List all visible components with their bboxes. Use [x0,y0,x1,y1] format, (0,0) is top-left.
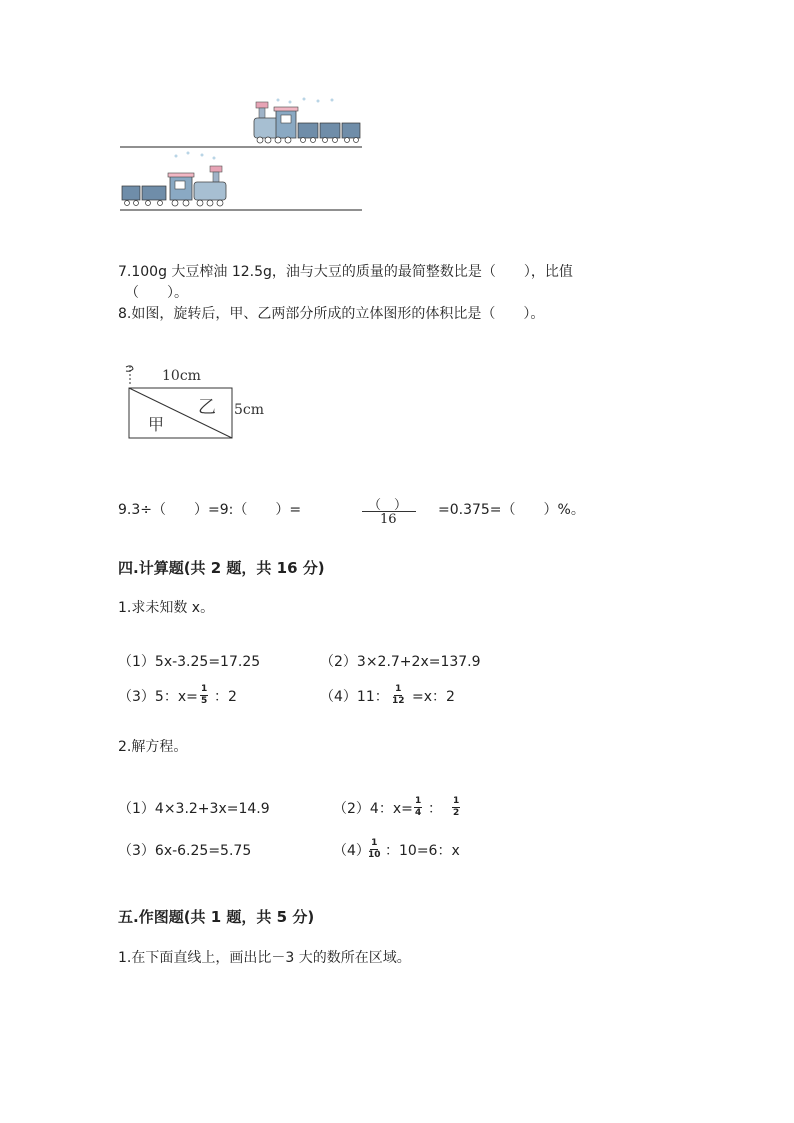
s4-q2-item2-fraction-a [414,796,422,819]
q7-line1: 7.100g 大豆榨油 12.5g，油与大豆的质量的最简整数比是（ ），比值 [118,264,573,280]
rotation-figure [118,360,288,450]
s4-q1-item4-post: =x：2 [412,689,455,705]
s4-q1-item4-pre: （4）11： [320,689,389,705]
fraction-numerator: 1 [395,684,402,694]
s4-q2-title: 2.解方程。 [118,739,188,755]
s5-q1: 1.在下面直线上，画出比－3 大的数所在区域。 [118,950,411,966]
s4-q1-item3-pre: （3）5：x= [118,689,198,705]
rectangle-diagram [128,387,234,439]
q9-fraction [362,494,416,528]
fraction-denominator: 10 [368,850,381,860]
fraction-numerator: 1 [415,796,422,806]
s4-q1-item1: （1）5x-3.25=17.25 [118,654,261,670]
fraction-denominator: 4 [415,808,422,818]
s4-q2-item1: （1）4×3.2+3x=14.9 [118,801,270,817]
q8-text: 8.如图，旋转后，甲、乙两部分所成的立体图形的体积比是（ ）。 [118,306,545,322]
width-label: 10cm [162,368,201,384]
rotation-arrow-icon [122,362,138,386]
s4-q2-item3: （3）6x-6.25=5.75 [118,843,252,859]
q7-line2: （ ）。 [125,285,188,301]
s4-q1-item3-fraction [200,684,208,707]
region-jia-label: 甲 [148,415,165,434]
q9-part2: =0.375=（ ）%。 [438,502,585,518]
s4-q2-item4-fraction [368,838,381,861]
fraction-numerator: 1 [201,684,208,694]
s4-q2-item2-fraction-b [452,796,460,819]
s4-q1-item3-post: ：2 [214,689,237,705]
fraction-denominator: 5 [201,696,208,706]
train-illustration-bottom [118,150,364,214]
s4-q1-item2: （2）3×2.7+2x=137.9 [320,654,481,670]
s4-q2-item4-pre: （4） [333,843,370,859]
fraction-numerator: 1 [371,838,378,848]
fraction-numerator: 1 [453,796,460,806]
region-yi-label: 乙 [198,397,216,418]
section4-title: 四.计算题(共 2 题，共 16 分) [118,559,325,577]
fraction-denominator: 2 [453,808,460,818]
q9-part1: 9.3÷（ ）=9:（ ）= [118,502,302,518]
s4-q2-item2-pre: （2）4：x= [333,801,413,817]
s4-q2-item2-mid: ： [428,801,442,817]
q9-fraction-numerator: （ ） [368,498,408,513]
q9-fraction-denominator: 16 [380,512,397,527]
fraction-denominator: 12 [392,696,405,706]
section5-title: 五.作图题(共 1 题，共 5 分) [118,908,315,926]
s4-q2-item4-post: ：10=6：x [385,843,460,859]
s4-q1-item4-fraction [392,684,405,707]
height-label: 5cm [234,402,265,418]
train-illustration-top [118,96,364,152]
s4-q1-title: 1.求未知数 x。 [118,600,215,616]
